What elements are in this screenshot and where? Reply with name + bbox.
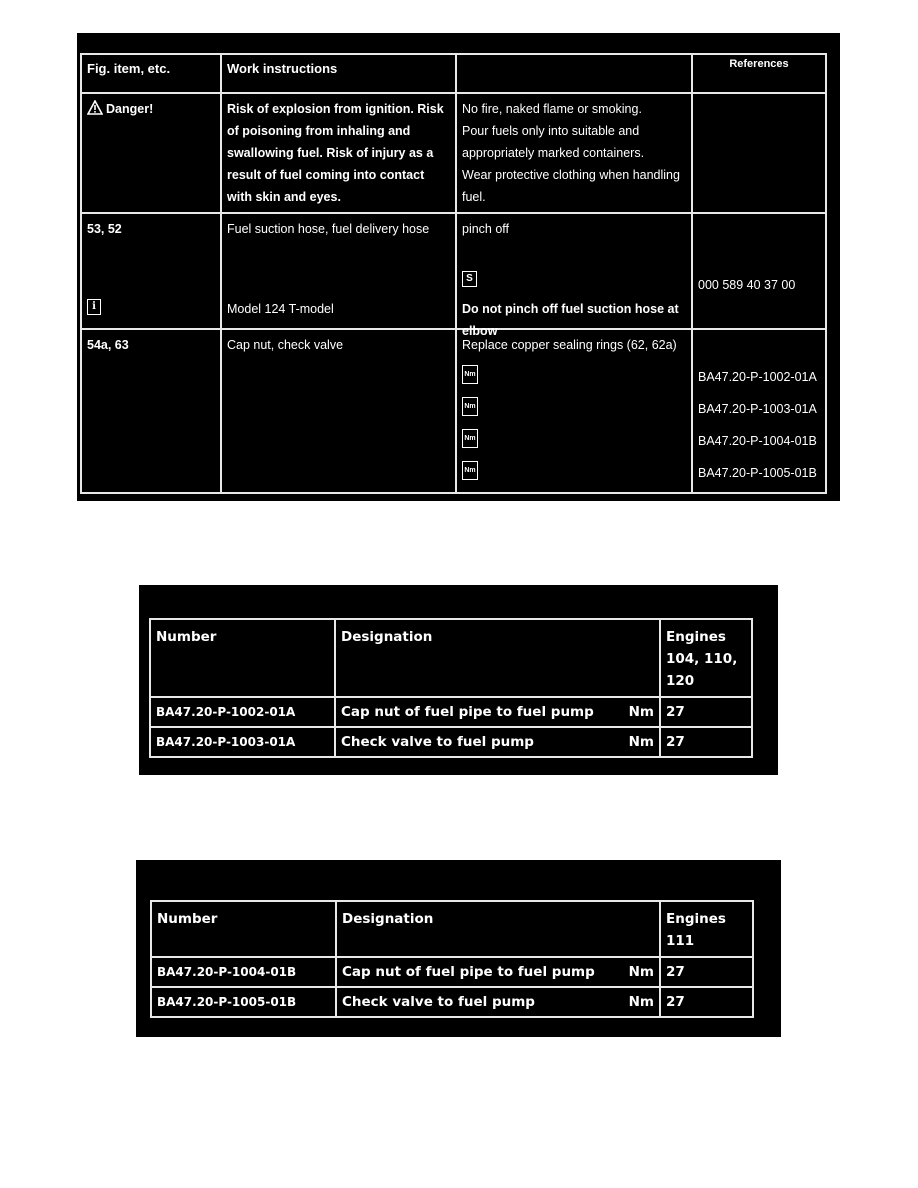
unit-text: Nm [628, 964, 654, 980]
cap-ref-1005: BA47.20-P-1005-01B [698, 466, 817, 480]
torque-icon: Nm [462, 365, 478, 384]
engines-label: Engines [666, 629, 726, 645]
engines-list-cont: 120 [666, 673, 695, 689]
danger-references [692, 93, 826, 213]
table-row [151, 987, 753, 1017]
header-engines [660, 901, 753, 957]
designation-text: Cap nut of fuel pipe to fuel pump [341, 704, 594, 720]
table-header-row [81, 54, 826, 93]
hose-fig: 53, 52 [87, 222, 122, 236]
torque-icon: Nm [462, 461, 478, 480]
unit-text: Nm [628, 704, 654, 720]
cap-references-cell [692, 329, 826, 493]
hose-note-text: Do not pinch off fuel suction hose at elbow [462, 302, 679, 338]
header-references: References [692, 54, 826, 93]
row-value: 27 [660, 697, 752, 727]
table-row [81, 329, 826, 493]
table-row [81, 93, 826, 213]
measure-no-fire: No fire, naked flame or smoking. [462, 102, 642, 116]
cap-ref-1003: BA47.20-P-1003-01A [698, 402, 817, 416]
hose-fig-cell [81, 213, 221, 329]
table-row [151, 957, 753, 987]
engines-list: 104, 110, [666, 651, 738, 667]
torque-table [150, 900, 754, 1018]
cap-instruction: Cap nut, check valve [221, 329, 456, 493]
header-designation: Designation [335, 619, 660, 697]
row-designation [336, 987, 660, 1017]
designation-text: Check valve to fuel pump [342, 994, 535, 1010]
row-value: 27 [660, 957, 753, 987]
engines-label: Engines [666, 911, 726, 927]
header-engines [660, 619, 752, 697]
measure-containers: Pour fuels only into suitable and appropriately marked containers. [462, 124, 645, 160]
row-value: 27 [660, 727, 752, 757]
work-instructions-panel [77, 33, 840, 501]
table-row [150, 697, 752, 727]
warning-triangle-icon [87, 100, 103, 122]
danger-instruction: Risk of explosion from ignition. Risk of poisoning from inhaling and swallowing fuel. Risk of injury as a result of fuel coming into contact with skin and eyes. [221, 93, 456, 213]
unit-text: Nm [628, 734, 654, 750]
hose-references-cell [692, 213, 826, 329]
designation-text: Check valve to fuel pump [341, 734, 534, 750]
work-instructions-table [80, 53, 827, 494]
row-value: 27 [660, 987, 753, 1017]
table-row [150, 727, 752, 757]
danger-label: Danger! [106, 102, 154, 116]
torque-table [149, 618, 753, 758]
table-row [81, 213, 826, 329]
hose-note-model: Model 124 T-model [227, 302, 334, 316]
row-number: BA47.20-P-1004-01B [151, 957, 336, 987]
row-number: BA47.20-P-1003-01A [150, 727, 335, 757]
header-fig-item: Fig. item, etc. [81, 54, 221, 93]
row-designation [335, 727, 660, 757]
cap-ref-1004: BA47.20-P-1004-01B [698, 434, 817, 448]
cap-action: Replace copper sealing rings (62, 62a) [462, 338, 677, 352]
hose-instruction: Fuel suction hose, fuel delivery hose [227, 222, 430, 236]
special-tool-icon: S [462, 271, 477, 287]
hose-tool-ref: 000 589 40 37 00 [698, 278, 796, 292]
row-designation [336, 957, 660, 987]
row-designation [335, 697, 660, 727]
header-blank [456, 54, 692, 93]
torque-icon: Nm [462, 397, 478, 416]
hose-action: pinch off [462, 222, 510, 236]
header-work-instructions: Work instructions [221, 54, 456, 93]
row-number: BA47.20-P-1002-01A [150, 697, 335, 727]
torque-panel-engines-104-110-120 [139, 585, 778, 775]
header-number: Number [150, 619, 335, 697]
hose-action-cell [456, 213, 692, 338]
header-designation: Designation [336, 901, 660, 957]
measure-protective-clothing: Wear protective clothing when handling fuel. [462, 168, 680, 204]
torque-icon: Nm [462, 429, 478, 448]
hose-instruction-cell [221, 213, 456, 329]
cap-fig: 54a, 63 [81, 329, 221, 493]
row-number: BA47.20-P-1005-01B [151, 987, 336, 1017]
info-icon: i [87, 299, 101, 315]
cap-action-cell [456, 329, 692, 493]
cap-ref-1002: BA47.20-P-1002-01A [698, 370, 817, 384]
engines-list: 111 [666, 933, 695, 949]
table-header-row [151, 901, 753, 957]
table-header-row [150, 619, 752, 697]
header-number: Number [151, 901, 336, 957]
danger-cell [81, 93, 221, 213]
designation-text: Cap nut of fuel pipe to fuel pump [342, 964, 595, 980]
unit-text: Nm [628, 994, 654, 1010]
danger-measures [456, 93, 692, 213]
torque-panel-engines-111 [136, 860, 781, 1037]
